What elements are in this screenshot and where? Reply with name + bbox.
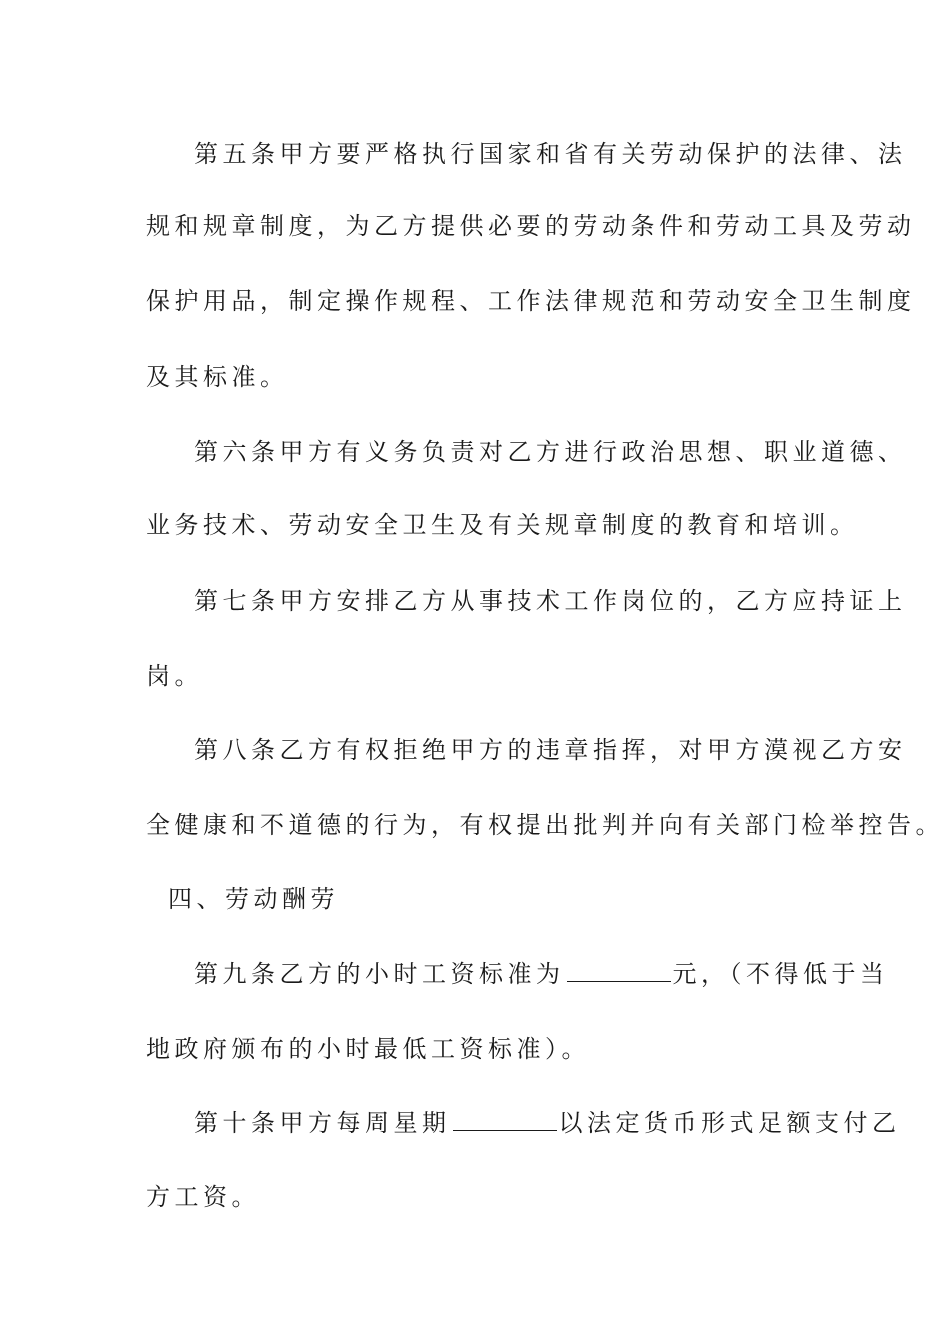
article-10-text-after: 以法定货币形式足额支付乙	[558, 1109, 901, 1137]
section-4-heading: 四、劳动酬劳	[168, 885, 339, 913]
article-5-line-4: 及其标准。	[146, 363, 289, 391]
article-9-text-before: 第九条乙方的小时工资标准为	[194, 960, 565, 988]
article-9-text-after: 元，（不得低于当	[672, 960, 889, 988]
article-8-line-2: 全健康和不道德的行为，有权提出批判并向有关部门检举控告。	[146, 811, 944, 839]
article-6-line-1: 第六条甲方有义务负责对乙方进行政治思想、职业道德、	[194, 438, 907, 466]
article-9-line-1	[194, 958, 889, 990]
article-10-line-1	[194, 1107, 901, 1139]
hourly-wage-blank	[567, 959, 671, 982]
article-8-line-1: 第八条乙方有权拒绝甲方的违章指挥，对甲方漠视乙方安	[194, 736, 907, 764]
article-9-line-2: 地政府颁布的小时最低工资标准）。	[146, 1035, 590, 1063]
article-5-line-1: 第五条甲方要严格执行国家和省有关劳动保护的法律、法	[194, 140, 907, 168]
article-5-line-2: 规和规章制度，为乙方提供必要的劳动条件和劳动工具及劳动	[146, 212, 916, 240]
article-5-line-3: 保护用品，制定操作规程、工作法律规范和劳动安全卫生制度	[146, 287, 916, 315]
article-10-text-before: 第十条甲方每周星期	[194, 1109, 451, 1137]
article-7-line-2: 岗。	[146, 662, 203, 690]
article-7-line-1: 第七条甲方安排乙方从事技术工作岗位的，乙方应持证上	[194, 587, 907, 615]
payday-blank	[453, 1108, 557, 1131]
article-6-line-2: 业务技术、劳动安全卫生及有关规章制度的教育和培训。	[146, 511, 859, 539]
article-10-line-2: 方工资。	[146, 1183, 260, 1211]
